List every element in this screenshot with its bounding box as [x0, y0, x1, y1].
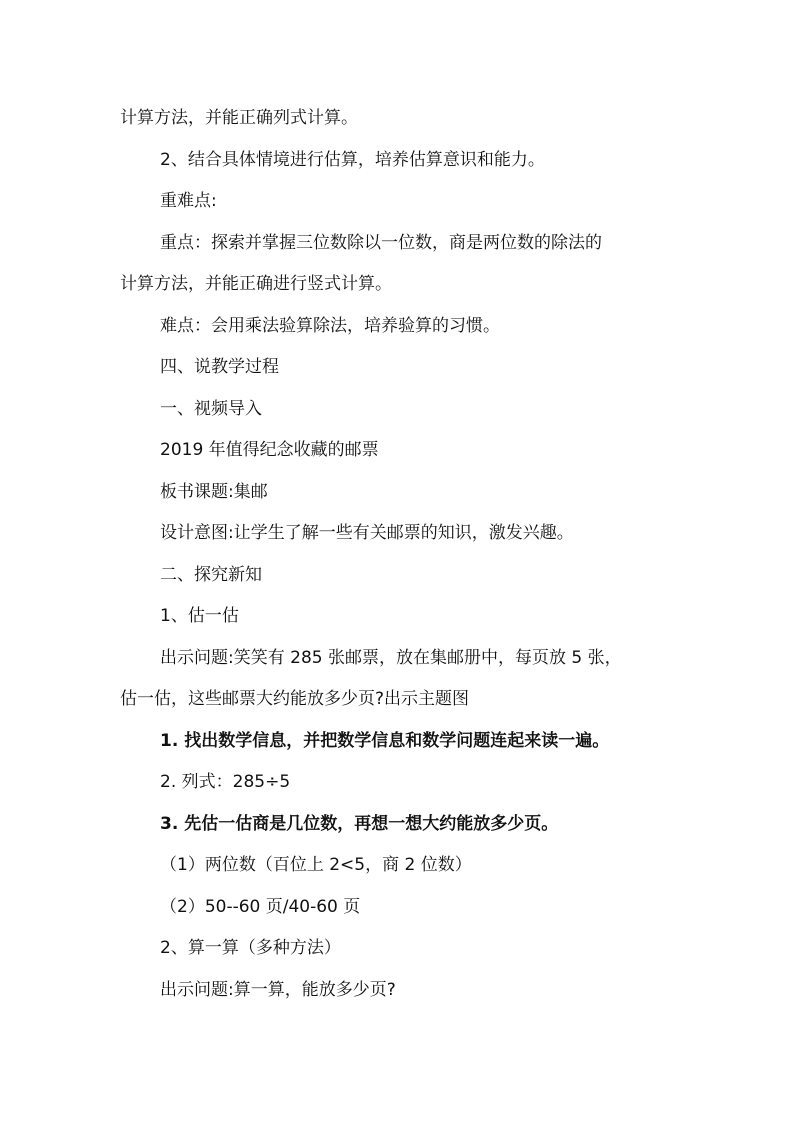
- section-heading-teaching-process: 四、说教学过程: [160, 357, 279, 377]
- text-line-9: 2019 年值得纪念收藏的邮票: [160, 440, 379, 460]
- text-line-20: （2）50--60 页/40-60 页: [160, 897, 361, 917]
- text-line-15: 估一估，这些邮票大约能放多少页?出示主题图: [120, 689, 470, 709]
- section-heading-calculate: 2、算一算（多种方法）: [160, 938, 341, 958]
- text-line-22: 出示问题:算一算，能放多少页?: [160, 980, 396, 1000]
- section-heading-explore: 二、探究新知: [160, 565, 262, 585]
- text-line-5: 计算方法，并能正确进行竖式计算。: [120, 274, 392, 294]
- text-line-18: 3. 先估一估商是几位数，再想一想大约能放多少页。: [160, 814, 559, 834]
- text-line-16: 1. 找出数学信息，并把数学信息和数学问题连起来读一遍。: [160, 731, 610, 751]
- text-line-6: 难点：会用乘法验算除法，培养验算的习惯。: [160, 316, 500, 336]
- section-heading-key-points: 重难点:: [160, 191, 217, 211]
- text-line-2: 2、结合具体情境进行估算，培养估算意识和能力。: [160, 150, 545, 170]
- section-heading-estimate: 1、估一估: [160, 606, 239, 626]
- text-line-19: （1）两位数（百位上 2<5，商 2 位数）: [160, 855, 472, 875]
- text-line-14: 出示问题:笑笑有 285 张邮票，放在集邮册中，每页放 5 张，: [160, 648, 622, 668]
- text-line-17: 2. 列式：285÷5: [160, 772, 291, 792]
- text-line-10: 板书课题:集邮: [160, 482, 268, 502]
- text-line-1: 计算方法，并能正确列式计算。: [120, 108, 358, 128]
- text-line-4: 重点：探索并掌握三位数除以一位数，商是两位数的除法的: [160, 233, 602, 253]
- text-line-11: 设计意图:让学生了解一些有关邮票的知识，激发兴趣。: [160, 523, 574, 543]
- section-heading-video-intro: 一、视频导入: [160, 399, 262, 419]
